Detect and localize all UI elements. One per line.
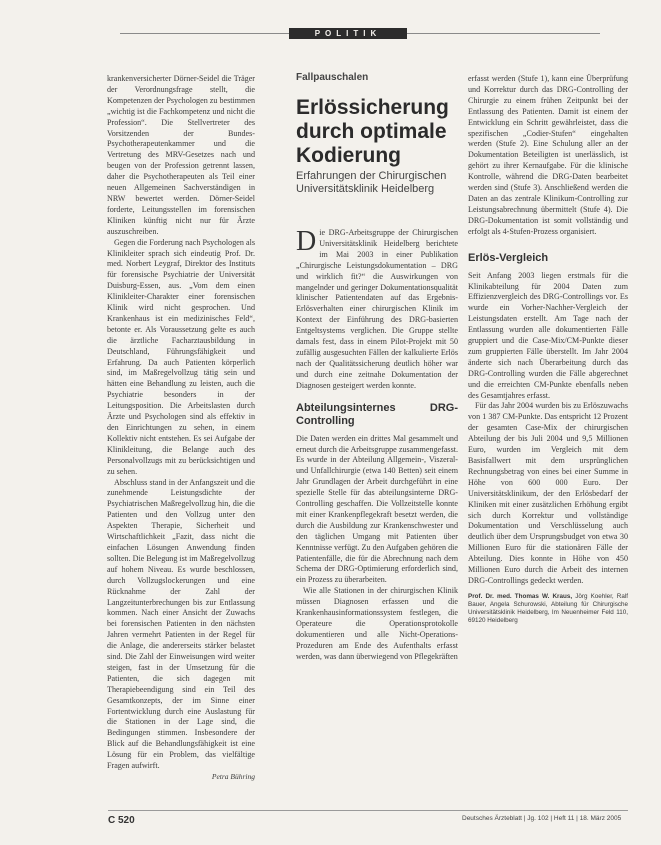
publication-info: Deutsches Ärzteblatt | Jg. 102 | Heft 11 | 18. März 2005 xyxy=(462,815,622,822)
section-label: POLITIK xyxy=(289,28,407,39)
footer-rule xyxy=(108,810,628,811)
author-box xyxy=(468,593,628,625)
author-name: Prof. Dr. med. Thomas W. Kraus, xyxy=(468,592,573,600)
article-paragraph: Die Daten werden ein drittes Mal gesammelt und erneut durch die Arbeitsgruppe zusammengefasst. Es wurde in der Abteilung Allgemein-, Viszeral- und Unfallchirurgie (etwa 140 Betten) seit einem Jahr Grundlagen der Arbeit durchgeführt in eine spezielle Stelle für das abteilungsinterne DRG-Controlling geschaffen. Die Vollzeitstelle konnte mit einer Krankenpflegekraft besetzt werden, die durch die Ausbildung zur Krankenschwester und den täglichen Umgang mit Patienten über Kenntnisse verfügt. Zu den Aufgaben gehören die Patientenfälle, die für die Abrechnung nach dem Schema der DRG-Optimierung erforderlich sind, ein Prozess zu überarbeiten. xyxy=(296,433,458,585)
article-paragraph: Seit Anfang 2003 liegen erstmals für die Klinikabteilung für 2004 Daten zum Effizienzvergleich des DRG-Controllings vor. Es wurde ein Vorher-Nachher-Vergleich der Leistungsdaten erstellt. Am Tage nach der Entlassung wurden alle dokumentierten Fälle gruppiert und die Case-Mix/CM-Punkte dieser zum gruppierten Fälle überstellt. Im Jahr 2004 änderte sich nach Überarbeitung durch das DRG-Controlling wurden die Fälle abgerechnet und die erreichten CM-Punkte ebenfalls neben des Gesamtjahres erfasst. xyxy=(468,270,628,400)
author-detail: Jörg Koehler, Ralf Bauer, Angela Schurowski, Abteilung für Chirurgische Universitätsklinik Heidelberg, Im Neuenheimer Feld 110, 69120 Heidelberg xyxy=(468,592,628,624)
prev-article-paragraph: krankenversicherter Dörner-Seidel die Träger der Verordnungsfrage stellt, die Kompetenzen der Psychologen zu bestimmen „wichtig ist die Fachkompetenz und nicht die Profession“. Die Stellvertreter des Vorsitzenden der Bundes-Psychotherapeutenkammer und die Vertretung des MRV-Gesetzes nach und beugen von der Profession getrennt lassen, daher die Psychotherapeuten als Teil einer neuen Allgemeinen Sachverständigen in NRW bewertet werden. Dörner-Seidel forderte, Leitungsstellen im forensischen Kliniken künftig nicht nur für Ärzte auszuschreiben. xyxy=(107,74,255,236)
article-paragraph: erfasst werden (Stufe 1), kann eine Überprüfung und Korrektur durch das DRG-Controlling der Chirurgie zu einem frühen Zeitpunkt bei der Entlassung des Patienten. Damit ist einem der Entwicklung ein Schritt gewährleistet, dass die spezifischen „Codier-Stufen“ eingehalten werden (Stufe 2). Eine Schulung aller an der Dokumentation Beteiligten ist unerlässlich, ist gehört zu ihrer Kernaufgabe. Für die klinische Kontrolle, während die DRG-Daten bearbeitet werden sind (Stufe 3). Anschließend werden die Daten an das zentrale Klinikum-Controlling zur Leistungsabrechnung übermittelt (Stufe 4). Die DRG-Dokumentation ist somit vollständig und erfolgt als 4-Stufen-Prozess organisiert. xyxy=(468,74,628,236)
dropcap-letter: D xyxy=(296,226,317,257)
page-number: C 520 xyxy=(108,815,135,826)
article-title: Erlössicherung durch optimale Kodierung xyxy=(296,96,449,167)
article-intro-text: ie DRG-Arbeitsgruppe der Chirurgischen Universitätsklinik Heidelberg berichtete im Mai 2003 in einer Publikation „Chirurgische Leistungsdokumentation – DRG und wirklich fit?“ die Auswirkungen von mangelnder und geringer Dokumentationsqualität klinischer Patientendaten auf das Ergebnis-Erlösverhalten einer chirurgischen Klinik im Kontext der Einführung des DRG-basierten Entgeltsystems verglichen. Die Gruppe stellte damals fest, dass in einem Pilot-Projekt mit 50 zufällig ausgesuchten Fällen der kalkulierte Erlös nach der Qualitätssicherung deutlich höher war und durch eine zeitnahe Dokumentation der Diagnosen gesteigert werden konnte. xyxy=(296,228,458,390)
prev-article-paragraph: Gegen die Forderung nach Psychologen als Klinikleiter sprach sich eindeutig Prof. Dr. med. Norbert Leygraf, Direktor des Instituts für forensische Psychiatrie der Universität Duisburg-Essen, aus. „Vom dem einen Klinikleiter-Charakter einer forensischen Klinik wird nicht gesprochen. Und Krankenhaus ist ein medizinisches Feld“, betonte er. Als Voraussetzung gelte es auch die ärztliche Facharztausbildung in Deutschland, Führungsfähigkeit und Erfahrung. Da auch Patienten körperlich sind, im Maßregelvollzug tätig sein und hätten eine Behandlung zu leisten, auch die Psychiatrie besonders in der Leitungsposition. Die Arbeitslasten durch Ärzte und Psychologen sind als effektiv in den Einrichtungen zu sehen, in einem Kollektiv nicht entstehen. Es sei Aufgabe der Klinikleitung, die Belange auch des Personalvollzugs mit zu berücksichtigen und zu sehen. xyxy=(107,237,255,476)
prev-article-column xyxy=(107,74,255,781)
prev-article-author: Petra Bühring xyxy=(211,772,255,781)
article-paragraph: Wie alle Stationen in der chirurgischen Klinik müssen Diagnosen erfassen und die Krankenhausinformationssystem festlegen, die Operateure die Operationsprotokolle dokumentieren und alle Nicht-Operations-Prozeduren am Ende des Aufenthalts erfasst werden, was dann überwiegend von Pflegekräften xyxy=(296,586,458,661)
article-subtitle: Erfahrungen der Chirurgischen Universitätsklinik Heidelberg xyxy=(296,170,447,195)
article-paragraph: Für das Jahr 2004 wurden bis zu Erlöszuwachs von 1 387 CM-Punkte. Das entspricht 12 Prozent der gesamten Case-Mix der chirurgischen Abteilung der bis Juli 2004 und 9,5 Millionen Euro, wurden im Vergleich mit dem Basisfallwert mit dem ursprünglichen Rechnungsbetrag von eines bei einer Summe in Höhe von 600 000 Euro. Der Universitätsklinikum, der den Erlösbedarf der Kliniken mit einer zusätzlichen Erhöhung ergibt sich durch Korrektur und vollständige Dokumentation und Verschlüsselung auch deutlich über dem Ursprungsbudget von etwa 30 Millionen Euro für die stationären Fälle der Abteilung. Dies konnte in Höhe von 450 Millionen Euro durch die Arbeit des internen DRG-Controllings gedeckt werden. xyxy=(468,401,628,585)
article-tag: Fallpauschalen xyxy=(296,72,369,83)
article-column-right xyxy=(468,74,628,804)
article-column-middle xyxy=(296,228,458,803)
section-heading-controlling: Abteilungsinternes DRG-Controlling xyxy=(296,401,458,427)
prev-article-paragraph: Abschluss stand in der Anfangszeit und die zunehmende Leistungsdichte der Psychiatrischen Maßregelvollzug hin, die die Patienten und den Vollzug unter den Aspekten Therapie, Sicherheit und Wirtschaftlichkeit „Fazit, dass nicht die einfachen Lösungen Anwendung finden sollten. Die Belegung ist im Maßregelvollzug auf hohem Niveau. Es wurde beschlossen, durch Vollzugslockerungen und eine Rücknahme der Zahl der Langzeitunterbrechungen bis zur Entlassung kommen. Nach einer Ansicht der Zuwachs bei forensischen Patienten in den nächsten Jahren vermehrt Patienten in der Regel für die Anlage, die andererseits stärker belastet sind. Die Zahl der Einweisungen wird weiter steigen, fast in der Umsetzung für die Patienten, die sich dagegen mit Therapiebeendigung sind ein Teil des Gesamtkonzepts, der im Sinne einer Fortentwicklung durch eine Auslastung für die Stationen in der Lage sind, die Bedingungen stimmen. Insbesondere der Blick auf die Behandlungsfähigkeit ist eine Lösung für ein Problem, das vielfältige Fragen aufwirft. xyxy=(107,477,255,771)
article-intro xyxy=(296,228,458,392)
section-heading-erloes: Erlös-Vergleich xyxy=(468,251,549,264)
